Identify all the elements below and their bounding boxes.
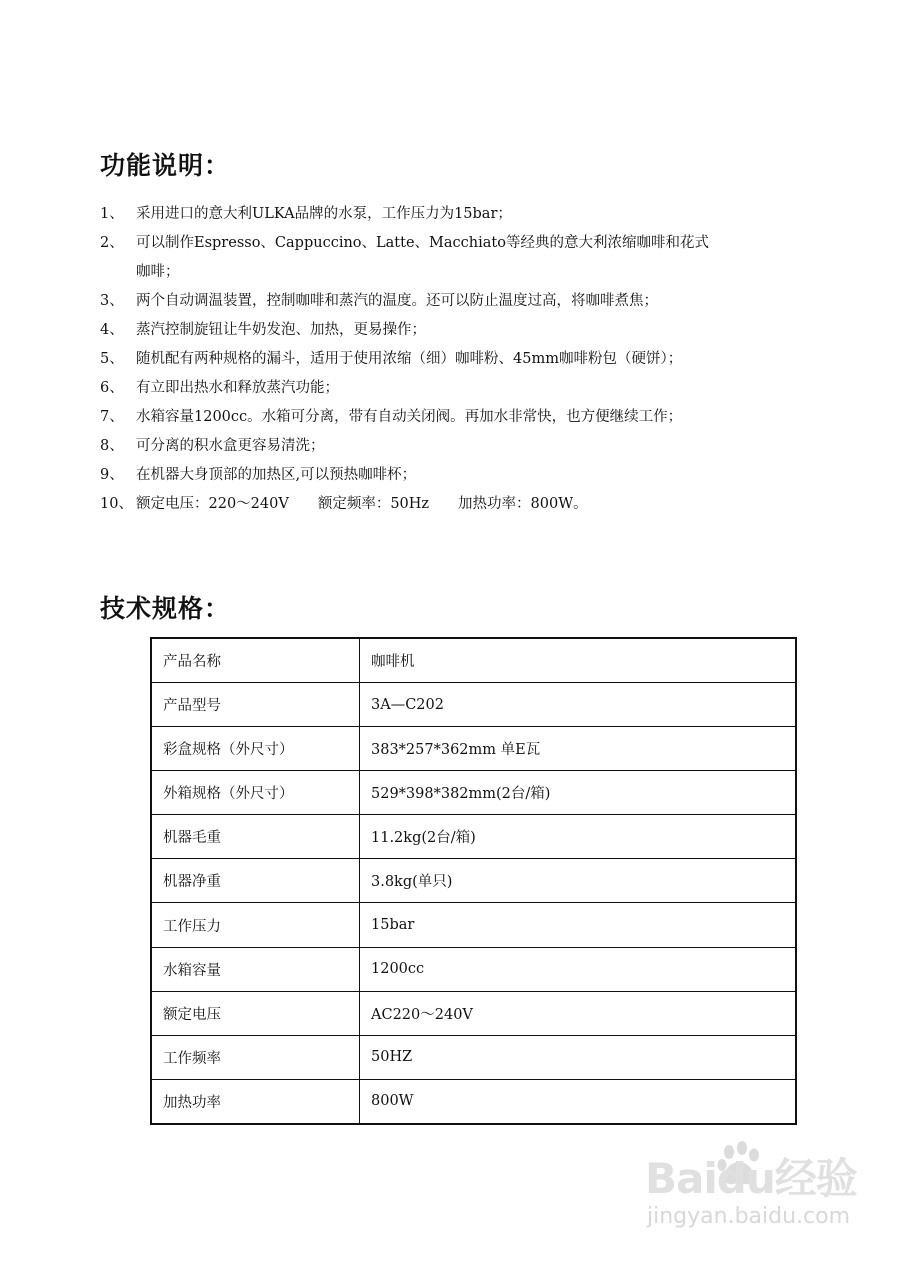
feature-number: 3、: [100, 293, 124, 309]
specs-heading: 技术规格：: [100, 594, 231, 623]
feature-text: [136, 229, 820, 287]
spec-value: 11.2kg(2台/箱): [360, 815, 797, 859]
spec-value: 800W: [360, 1079, 797, 1124]
watermark-brand: Baidu经验: [645, 1154, 857, 1203]
feature-item: [100, 432, 820, 461]
feature-number: 9、: [100, 467, 124, 483]
feature-text-line: 可以制作Espresso、Cappuccino、Latte、Macchiato等经典的意大利浓缩咖啡和花式: [136, 235, 709, 251]
feature-item: [100, 374, 820, 403]
feature-item: [100, 345, 820, 374]
feature-number: 4、: [100, 322, 124, 338]
feature-number: 10、: [100, 496, 133, 512]
spec-label: 外箱规格（外尺寸）: [151, 771, 360, 815]
feature-number: 8、: [100, 438, 124, 454]
table-row: [151, 1035, 796, 1079]
table-row: [151, 859, 796, 903]
spec-value: 529*398*382mm(2台/箱): [360, 771, 797, 815]
feature-text: 随机配有两种规格的漏斗，适用于使用浓缩（细）咖啡粉、45mm咖啡粉包（硬饼）；: [136, 351, 683, 367]
feature-text: 在机器大身顶部的加热区,可以预热咖啡杯；: [136, 467, 417, 483]
spec-label: 加热功率: [151, 1079, 360, 1124]
feature-number: 6、: [100, 380, 124, 396]
spec-value: 15bar: [360, 903, 797, 947]
feature-text: 水箱容量1200cc。水箱可分离，带有自动关闭阀。再加水非常快，也方便继续工作；: [136, 409, 683, 425]
spec-value: AC220～240V: [360, 991, 797, 1035]
baidu-jingyan-watermark: [645, 1140, 860, 1250]
spec-value: 383*257*362mm 单E瓦: [360, 727, 797, 771]
spec-label: 彩盒规格（外尺寸）: [151, 727, 360, 771]
feature-item: [100, 287, 820, 316]
table-row: [151, 1079, 796, 1124]
feature-number: 5、: [100, 351, 124, 367]
spec-value: 咖啡机: [360, 638, 797, 683]
feature-number: 7、: [100, 409, 124, 425]
table-row: [151, 815, 796, 859]
specs-table: [150, 637, 797, 1125]
feature-number: 2、: [100, 235, 124, 251]
spec-label: 水箱容量: [151, 947, 360, 991]
spec-value: 3.8kg(单只): [360, 859, 797, 903]
spec-label: 额定电压: [151, 991, 360, 1035]
features-heading: 功能说明：: [100, 151, 231, 180]
table-row: [151, 727, 796, 771]
table-row: [151, 947, 796, 991]
feature-item: [100, 490, 820, 519]
feature-text: 两个自动调温装置，控制咖啡和蒸汽的温度。还可以防止温度过高，将咖啡煮焦；: [136, 293, 658, 309]
watermark-url: jingyan.baidu.com: [647, 1204, 851, 1229]
spec-label: 机器毛重: [151, 815, 360, 859]
spec-value: 3A—C202: [360, 683, 797, 727]
spec-value: 1200cc: [360, 947, 797, 991]
feature-item: [100, 229, 820, 287]
feature-item: [100, 403, 820, 432]
spec-label: 工作压力: [151, 903, 360, 947]
feature-text: 采用进口的意大利ULKA品牌的水泵，工作压力为15bar；: [136, 206, 512, 222]
spec-label: 产品名称: [151, 638, 360, 683]
feature-text: 额定电压：220～240V 额定频率：50Hz 加热功率：800W。: [136, 496, 588, 512]
feature-text: 有立即出热水和释放蒸汽功能；: [136, 380, 339, 396]
feature-text-line: 咖啡；: [136, 264, 180, 280]
feature-text: 可分离的积水盒更容易清洗；: [136, 438, 325, 454]
features-list: [100, 200, 820, 519]
table-row: [151, 683, 796, 727]
feature-item: [100, 316, 820, 345]
feature-text: 蒸汽控制旋钮让牛奶发泡、加热，更易操作；: [136, 322, 426, 338]
feature-item: [100, 461, 820, 490]
table-row: [151, 771, 796, 815]
feature-item: [100, 200, 820, 229]
table-row: [151, 991, 796, 1035]
feature-number: 1、: [100, 206, 124, 222]
table-row: [151, 903, 796, 947]
table-row: [151, 638, 796, 683]
spec-label: 工作频率: [151, 1035, 360, 1079]
spec-value: 50HZ: [360, 1035, 797, 1079]
spec-label: 机器净重: [151, 859, 360, 903]
spec-label: 产品型号: [151, 683, 360, 727]
